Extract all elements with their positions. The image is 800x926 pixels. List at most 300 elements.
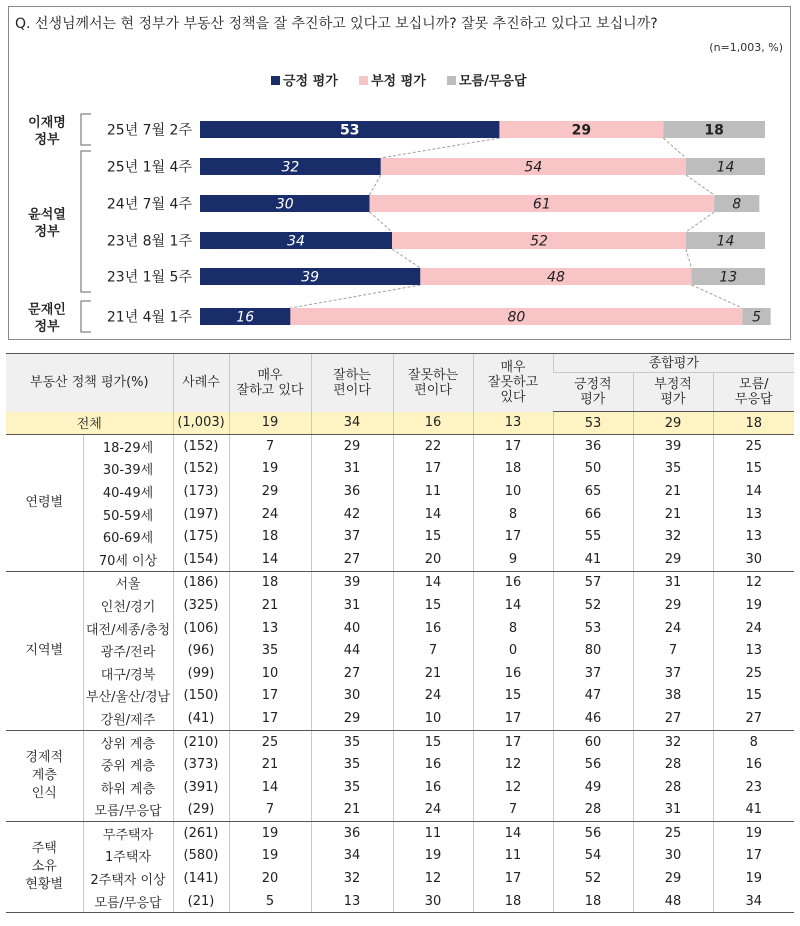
bar-value-label: 29 [571, 122, 592, 139]
row-value: 31 [311, 458, 393, 481]
table-row [6, 685, 794, 708]
row-label: 중위 계층 [83, 753, 173, 776]
row-value: 15 [473, 685, 553, 708]
row-value: 39 [311, 571, 393, 594]
row-value: 17 [473, 867, 553, 890]
row-value: 15 [393, 525, 473, 548]
connector-line [392, 249, 420, 268]
chart-legend [271, 73, 527, 89]
row-value: 7 [393, 639, 473, 662]
row-value: 7 [473, 799, 553, 822]
row-value: 16 [473, 662, 553, 685]
row-value: 42 [311, 503, 393, 526]
table-row [6, 503, 794, 526]
row-value: 17 [473, 435, 553, 458]
row-value: 14 [393, 571, 473, 594]
table-row [6, 799, 794, 822]
connector-line [686, 175, 714, 195]
row-sample-size: (261) [173, 822, 229, 845]
row-value: 36 [311, 822, 393, 845]
group-label: 윤석열 정부 [28, 207, 66, 240]
row-label: 상위 계층 [83, 730, 173, 753]
row-value: 35 [311, 776, 393, 799]
total-label: 전체 [6, 412, 173, 435]
total-value: 13 [473, 412, 553, 435]
row-value: 66 [553, 503, 633, 526]
legend-label: 긍정 평가 [283, 74, 338, 89]
table-row [6, 458, 794, 481]
row-label: 50-59세 [83, 503, 173, 526]
table-row [6, 617, 794, 640]
row-value: 19 [713, 822, 794, 845]
row-value: 21 [633, 480, 713, 503]
connector-line [663, 138, 686, 158]
row-value: 48 [633, 890, 713, 913]
row-value: 19 [229, 822, 311, 845]
table-row [6, 753, 794, 776]
row-label: 1주택자 [83, 845, 173, 868]
bar-value-label: 61 [532, 196, 551, 213]
total-value: 34 [311, 412, 393, 435]
row-value: 7 [229, 799, 311, 822]
row-value: 36 [311, 480, 393, 503]
row-value: 34 [713, 890, 794, 913]
row-value: 17 [393, 458, 473, 481]
row-value: 14 [229, 776, 311, 799]
row-value: 65 [553, 480, 633, 503]
legend-item [271, 73, 338, 89]
row-sample-size: (96) [173, 639, 229, 662]
row-value: 35 [311, 753, 393, 776]
row-value: 21 [229, 753, 311, 776]
row-value: 24 [393, 685, 473, 708]
row-value: 11 [393, 480, 473, 503]
row-value: 17 [473, 525, 553, 548]
group-bracket [28, 114, 91, 148]
bar-row [107, 308, 771, 326]
table-row [6, 480, 794, 503]
bar-value-label: 48 [547, 269, 565, 286]
category-label: 23년 1월 5주 [106, 269, 192, 286]
bar-value-label: 8 [732, 196, 742, 213]
row-label: 부산/울산/경남 [83, 685, 173, 708]
row-value: 37 [553, 662, 633, 685]
bar-row [107, 121, 765, 139]
row-value: 80 [553, 639, 633, 662]
row-value: 20 [393, 548, 473, 571]
row-value: 57 [553, 571, 633, 594]
row-value: 28 [553, 799, 633, 822]
bar-value-label: 5 [752, 309, 761, 326]
row-value: 21 [229, 594, 311, 617]
row-value: 21 [393, 662, 473, 685]
total-value: 29 [633, 412, 713, 435]
bar-row [107, 268, 765, 286]
header-positive: 긍정적 평가 [553, 373, 633, 412]
bar-value-label: 14 [716, 159, 735, 176]
row-value: 25 [713, 435, 794, 458]
row-sample-size: (154) [173, 548, 229, 571]
table-row [6, 639, 794, 662]
table-row [6, 845, 794, 868]
header-label: 부동산 정책 평가(%) [6, 354, 173, 412]
bar-value-label: 34 [287, 233, 305, 250]
row-sample-size: (391) [173, 776, 229, 799]
total-value: 19 [229, 412, 311, 435]
row-value: 29 [311, 707, 393, 730]
row-value: 24 [713, 617, 794, 640]
row-value: 8 [713, 730, 794, 753]
header-very-good: 매우 잘하고 있다 [229, 354, 311, 412]
row-value: 28 [633, 776, 713, 799]
bar-value-label: 30 [275, 196, 294, 213]
row-value: 40 [311, 617, 393, 640]
row-value: 28 [633, 753, 713, 776]
row-value: 13 [311, 890, 393, 913]
row-value: 17 [229, 685, 311, 708]
row-value: 35 [229, 639, 311, 662]
row-label: 30-39세 [83, 458, 173, 481]
row-value: 27 [311, 548, 393, 571]
group-label: 경제적 계층 인식 [6, 730, 83, 821]
row-value: 11 [473, 845, 553, 868]
bar-row [107, 158, 765, 176]
row-value: 55 [553, 525, 633, 548]
row-value: 13 [229, 617, 311, 640]
bar-row [107, 232, 765, 250]
row-value: 36 [553, 435, 633, 458]
row-value: 16 [713, 753, 794, 776]
row-sample-size: (373) [173, 753, 229, 776]
row-value: 17 [473, 707, 553, 730]
bar-row [107, 195, 759, 213]
group-label: 연령별 [6, 435, 83, 572]
category-label: 24년 7월 4주 [106, 196, 192, 213]
row-value: 25 [633, 822, 713, 845]
row-value: 53 [553, 617, 633, 640]
bar-value-label: 39 [301, 269, 320, 286]
row-value: 27 [311, 662, 393, 685]
row-value: 35 [311, 730, 393, 753]
table-row [6, 730, 794, 753]
connector-line [692, 285, 743, 308]
row-sample-size: (106) [173, 617, 229, 640]
row-sample-size: (173) [173, 480, 229, 503]
row-value: 31 [311, 594, 393, 617]
row-value: 44 [311, 639, 393, 662]
row-value: 24 [633, 617, 713, 640]
row-label: 모름/무응답 [83, 799, 173, 822]
row-value: 52 [553, 867, 633, 890]
row-value: 18 [473, 458, 553, 481]
row-value: 47 [553, 685, 633, 708]
row-value: 16 [393, 753, 473, 776]
total-value: 16 [393, 412, 473, 435]
row-value: 60 [553, 730, 633, 753]
legend-swatch [271, 76, 280, 85]
row-sample-size: (325) [173, 594, 229, 617]
row-value: 31 [633, 571, 713, 594]
row-value: 30 [713, 548, 794, 571]
bar-value-label: 54 [524, 159, 543, 176]
table-row [6, 435, 794, 458]
row-sample-size: (141) [173, 867, 229, 890]
survey-table [6, 353, 794, 913]
row-sample-size: (41) [173, 707, 229, 730]
row-value: 25 [713, 662, 794, 685]
row-value: 21 [633, 503, 713, 526]
row-value: 37 [633, 662, 713, 685]
row-value: 14 [229, 548, 311, 571]
table-row [6, 548, 794, 571]
category-label: 23년 8월 1주 [106, 233, 192, 250]
group-bracket [27, 301, 91, 335]
row-value: 18 [553, 890, 633, 913]
row-value: 32 [311, 867, 393, 890]
row-value: 12 [713, 571, 794, 594]
row-sample-size: (152) [173, 458, 229, 481]
row-value: 15 [713, 685, 794, 708]
bar-value-label: 16 [236, 309, 255, 326]
row-value: 19 [229, 845, 311, 868]
row-value: 31 [633, 799, 713, 822]
legend-label: 모름/무응답 [459, 74, 527, 89]
row-value: 41 [713, 799, 794, 822]
table-row [6, 571, 794, 594]
stacked-bar-chart [9, 7, 792, 341]
bar-value-label: 80 [507, 309, 526, 326]
row-value: 29 [633, 867, 713, 890]
table-row [6, 594, 794, 617]
bar-value-label: 13 [719, 269, 738, 286]
row-value: 0 [473, 639, 553, 662]
header-bad: 잘못하는 편이다 [393, 354, 473, 412]
row-value: 18 [473, 890, 553, 913]
bar-value-label: 32 [281, 159, 300, 176]
row-value: 41 [553, 548, 633, 571]
row-value: 14 [473, 822, 553, 845]
bracket-line [81, 301, 91, 332]
row-sample-size: (580) [173, 845, 229, 868]
connector-line [381, 138, 500, 158]
row-value: 19 [713, 867, 794, 890]
row-label: 강원/제주 [83, 707, 173, 730]
row-value: 18 [229, 525, 311, 548]
legend-item [447, 73, 527, 89]
row-value: 24 [229, 503, 311, 526]
row-label: 모름/무응답 [83, 890, 173, 913]
row-value: 10 [229, 662, 311, 685]
row-value: 56 [553, 822, 633, 845]
row-value: 17 [473, 730, 553, 753]
row-value: 12 [393, 867, 473, 890]
row-value: 16 [393, 617, 473, 640]
connector-line [686, 249, 692, 268]
row-value: 16 [473, 571, 553, 594]
category-label: 25년 1월 4주 [106, 159, 192, 176]
group-label: 주택 소유 현황별 [6, 822, 83, 913]
legend-swatch [359, 76, 368, 85]
row-value: 16 [393, 776, 473, 799]
row-label: 인천/경기 [83, 594, 173, 617]
row-value: 30 [633, 845, 713, 868]
row-value: 5 [229, 890, 311, 913]
row-value: 19 [229, 458, 311, 481]
row-value: 13 [713, 525, 794, 548]
row-label: 대전/세종/충청 [83, 617, 173, 640]
row-value: 32 [633, 730, 713, 753]
row-value: 22 [393, 435, 473, 458]
row-value: 56 [553, 753, 633, 776]
row-value: 23 [713, 776, 794, 799]
header-negative: 부정적 평가 [633, 373, 713, 412]
bar-value-label: 53 [339, 122, 360, 139]
row-value: 37 [311, 525, 393, 548]
row-sample-size: (186) [173, 571, 229, 594]
row-sample-size: (29) [173, 799, 229, 822]
bar-value-label: 52 [530, 233, 548, 250]
row-value: 24 [393, 799, 473, 822]
row-label: 하위 계층 [83, 776, 173, 799]
connector-line [370, 175, 381, 195]
row-label: 40-49세 [83, 480, 173, 503]
row-value: 7 [229, 435, 311, 458]
row-sample-size: (175) [173, 525, 229, 548]
row-value: 39 [633, 435, 713, 458]
row-value: 17 [229, 707, 311, 730]
group-label: 문재인 정부 [28, 302, 66, 335]
group-label: 이재명 정부 [28, 115, 66, 148]
category-label: 25년 7월 2주 [106, 122, 192, 139]
group-bracket [27, 151, 91, 292]
row-sample-size: (197) [173, 503, 229, 526]
row-value: 19 [393, 845, 473, 868]
row-value: 13 [713, 639, 794, 662]
row-value: 17 [713, 845, 794, 868]
row-value: 7 [633, 639, 713, 662]
legend-swatch [447, 76, 456, 85]
row-sample-size: (152) [173, 435, 229, 458]
category-label: 21년 4월 1주 [106, 309, 192, 326]
row-value: 29 [633, 548, 713, 571]
row-value: 35 [633, 458, 713, 481]
row-label: 70세 이상 [83, 548, 173, 571]
row-value: 14 [713, 480, 794, 503]
group-brackets [27, 114, 91, 335]
row-label: 18-29세 [83, 435, 173, 458]
row-value: 14 [393, 503, 473, 526]
row-value: 30 [311, 685, 393, 708]
chart-note: (n=1,003, %) [709, 41, 783, 54]
row-value: 11 [393, 822, 473, 845]
row-value: 38 [633, 685, 713, 708]
header-good: 잘하는 편이다 [311, 354, 393, 412]
row-label: 무주택자 [83, 822, 173, 845]
total-n: (1,003) [173, 412, 229, 435]
row-value: 25 [229, 730, 311, 753]
bar-value-label: 18 [704, 122, 724, 139]
row-sample-size: (21) [173, 890, 229, 913]
row-value: 54 [553, 845, 633, 868]
table-row [6, 707, 794, 730]
row-value: 29 [311, 435, 393, 458]
table-row-total [6, 412, 794, 435]
row-value: 32 [633, 525, 713, 548]
chart-panel [8, 6, 791, 340]
row-value: 20 [229, 867, 311, 890]
row-value: 15 [393, 594, 473, 617]
table-row [6, 776, 794, 799]
row-value: 29 [633, 594, 713, 617]
row-value: 10 [393, 707, 473, 730]
row-value: 12 [473, 776, 553, 799]
connector-line [686, 212, 714, 232]
row-sample-size: (150) [173, 685, 229, 708]
row-value: 19 [713, 594, 794, 617]
row-value: 15 [393, 730, 473, 753]
table-row [6, 867, 794, 890]
bars [107, 121, 771, 326]
row-label: 광주/전라 [83, 639, 173, 662]
legend-label: 부정 평가 [371, 74, 426, 89]
row-value: 14 [473, 594, 553, 617]
row-label: 대구/경북 [83, 662, 173, 685]
header-dk: 모름/ 무응답 [713, 373, 794, 412]
row-value: 9 [473, 548, 553, 571]
table-row [6, 662, 794, 685]
row-value: 10 [473, 480, 553, 503]
total-value: 18 [713, 412, 794, 435]
row-sample-size: (210) [173, 730, 229, 753]
row-label: 2주택자 이상 [83, 867, 173, 890]
connector-line [290, 285, 420, 308]
row-value: 46 [553, 707, 633, 730]
row-value: 52 [553, 594, 633, 617]
row-label: 서울 [83, 571, 173, 594]
header-sample: 사례수 [173, 354, 229, 412]
table-row [6, 822, 794, 845]
bracket-line [81, 151, 91, 292]
table-body [6, 435, 794, 913]
row-value: 12 [473, 753, 553, 776]
row-value: 27 [713, 707, 794, 730]
row-value: 50 [553, 458, 633, 481]
row-value: 29 [229, 480, 311, 503]
row-value: 34 [311, 845, 393, 868]
bracket-line [81, 114, 91, 145]
header-very-bad: 매우 잘못하고 있다 [473, 354, 553, 412]
row-value: 15 [713, 458, 794, 481]
row-value: 13 [713, 503, 794, 526]
row-value: 30 [393, 890, 473, 913]
row-value: 18 [229, 571, 311, 594]
table-row [6, 525, 794, 548]
row-label: 60-69세 [83, 525, 173, 548]
table-row [6, 890, 794, 913]
row-sample-size: (99) [173, 662, 229, 685]
chart-title: Q. 선생님께서는 현 정부가 부동산 정책을 잘 추진하고 있다고 보십니까? 잘못 추진하고 있다고 보십니까? [15, 16, 658, 32]
bar-value-label: 14 [716, 233, 735, 250]
total-value: 53 [553, 412, 633, 435]
group-label: 지역별 [6, 571, 83, 730]
row-value: 8 [473, 617, 553, 640]
header-summary: 종합평가 [553, 354, 794, 373]
row-value: 49 [553, 776, 633, 799]
row-value: 21 [311, 799, 393, 822]
legend-item [359, 73, 426, 89]
connector-line [370, 212, 393, 232]
row-value: 27 [633, 707, 713, 730]
